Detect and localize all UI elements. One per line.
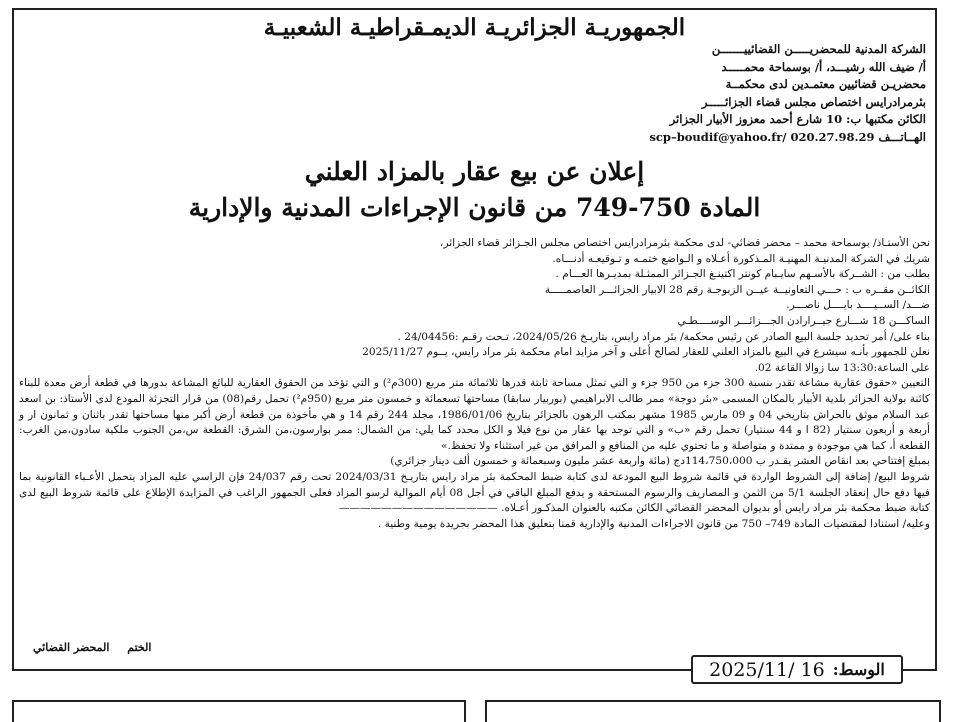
newspaper-label: الوسط: — [832, 660, 885, 679]
next-notice-frame-right — [485, 700, 941, 722]
header-line: محضريـن قضائيين معتمـدين لدى محكمــة — [725, 77, 926, 91]
header-line: الشركة المدنية للمحضريـــــن القضائييـــــــن — [711, 42, 926, 56]
republic-title: الجمهوريـة الجزائريـة الديمـقراطيـة الشعبيـة — [263, 14, 686, 41]
header-line: الكائن مكتبها ب: 10 شارع أحمد معزوز الأبيار الجزائر — [669, 112, 926, 126]
phone-email-value: scp–boudif@yahoo.fr/ 020.27.98.29 — [649, 129, 875, 144]
publication-date: 2025/11/ 16 — [709, 658, 825, 681]
notice-frame — [12, 8, 937, 671]
seal-label: الختم — [127, 641, 152, 654]
bailiff-label: المحضر القضائي — [33, 641, 110, 654]
body-paragraph: نعلن للجمهور بأنـه سيشرع في البيع بالمزاد العلني للعقار لصالح أعلى و آخر مزايد امام محكمة بئر مراد رايس، يــوم 2025/11/27 — [362, 346, 930, 359]
body-paragraph: بناء على/ أمر تحديد جلسة البيع الصادر عن رئيس محكمة/ بئر مراد رايس، بتاريـخ 2024/05/26، تـحت رقـم :24/04456 . — [397, 330, 930, 343]
body-paragraph: الكائــن مقــره ب : حـــي التعاونيــة عيــن الزبوجـة رقم 28 الابيار الجزائـــر العاصمـــــة — [544, 283, 930, 296]
body-paragraph: بطلب من : الشــركة بالأسـهم سايـبام كونتر اكتينـغ الجـزائر الممثـلة بمديـرها العـــام . — [555, 268, 930, 281]
publication-date-box — [691, 655, 903, 684]
header-line: بئرمرادرايس اختصاص مجلس قضاء الجزائـــــر — [701, 94, 926, 109]
next-notice-frame-left — [12, 700, 466, 722]
phone-label: الهــاتـــف — [878, 129, 926, 144]
announcement-title: إعلان عن بيع عقار بالمزاد العلني — [304, 157, 645, 186]
body-paragraph: شريك في الشركة المدنيـة المهنيـة المـذكورة أعـلاه و الـواضع ختمـه و تـوقيعـه أدنـــاه. — [552, 252, 930, 265]
phone-line — [19, 129, 926, 147]
notice-content — [19, 13, 930, 666]
header-line: أ/ ضيف الله رشيـــد، أ/ بوسماحة محمـــــد — [721, 59, 926, 74]
announcement-article: المادة 750-749 من قانون الإجراءات المدنية والإدارية — [188, 193, 761, 222]
office-header — [19, 41, 926, 146]
body-paragraph: على الساعة:13:30 سا زوالا القاعة 02. — [754, 361, 930, 374]
signature-line — [19, 641, 151, 654]
body-paragraph: وعليه/ استنادا لمقتضيات المادة 749– 750 من قانون الاجراءات المدنية والإدارية قمنا بتعليق هذا المحضر بجريدة يومية وطنية . — [377, 517, 930, 530]
body-paragraph: نحن الأستـاذ/ بوسماحة محمد – محضر قضائي- لدى محكمة بئرمرادرايس اختصاص مجلس الجـزائر قضاء الجزائر، — [440, 237, 930, 249]
body-paragraph: ضـــد/ الســيــــد بايــــل ناصـــر. — [786, 299, 930, 312]
body-paragraph: شروط البيع/ إضافة إلى الشروط الواردة في قائمة شروط البيع المودعة لدى كتابة ضبط المحكمة بئر مراد رايس بتاريـخ 2024/03/31 تحت رقم 24/037 فإن الراسي عليه المزاد يتحمل الأعـباء القانونية بما فيها دفع حال إنعقاد الجلسة 5/1 من الثمن و المصاريف والرسوم المستحقة و يدفع المبلغ الباقي في أجل 08 أيام الموالية لرسو المزاد فعلى الجمهور الراغب في المزايدة الإطلاع على قائمة شروط البيع لدى كتابة ضبط محكمة بئر مراد رايس أو بديوان المحضر القضائي الكائن مكتبه بالعنوان المذكـور أعـلاه. ——————————————— — [19, 470, 930, 515]
notice-body — [19, 236, 930, 532]
body-paragraph: التعيين «حقوق عقارية مشاعة تقدر بنسبة 300 جزء من 950 جزء و التي تمثل مساحة ثابتة قدرها ثلاثمائة متر مربع (300م²) و التي تؤخذ من الحقوق العقارية للبائع المشاعة بدورها في قطعة أرض معدة للبناء كائنة بولاية الجزائر بلدية الأبيار بالمكان المسمى «بئر دوجة» ممر طالب الابراهيمي (بوربيار سابقا) مساحتها تسعمائة و خمسون متر مربع (950م²) تحمل رقم(08) من قرار التجزئة المودع لدى الأستاذ: بن اسعد عبد السلام موثق بالحراش بتاريخي 04 و 09 مارس 1985 مشهر بمكتب الرهون بالجزائر بتاريخ 1986/01/06، مجلد 244 رقم 14 و هي مأخوذة من قطعة أرض أكبر منها مساحتها تقدر باثنان و ثمانون ار و أربعة و أربعون سنتيار (82 ا و 44 سنتيار) تحمل رقم «ب» و التي توجد بها عقار من نوع فيلا و الكل محدد كما يلي: من الشمال: ممر بوارسون،من الشرق: القطعة س،من الجنوب ملكية سادون،من الغرب: القطعة أ، كما هي موجودة و ممتدة و متواصلة و ما تحتوي عليه من المنافع و المرافق من غير استثناء ولا تحفظ.» — [19, 377, 930, 452]
body-paragraph: الساكـــن 18 شـــارع جيــرارادن الجـــزائـــر الوســــطـي — [677, 314, 930, 327]
body-paragraph: بمبلغ إفتتاحي بعد انقاص العشر يقـدر ب 114،750،000دج (مائة واربعة عشر مليون وسبعمائة و خمسون ألف دينار جزائري) — [390, 455, 930, 468]
